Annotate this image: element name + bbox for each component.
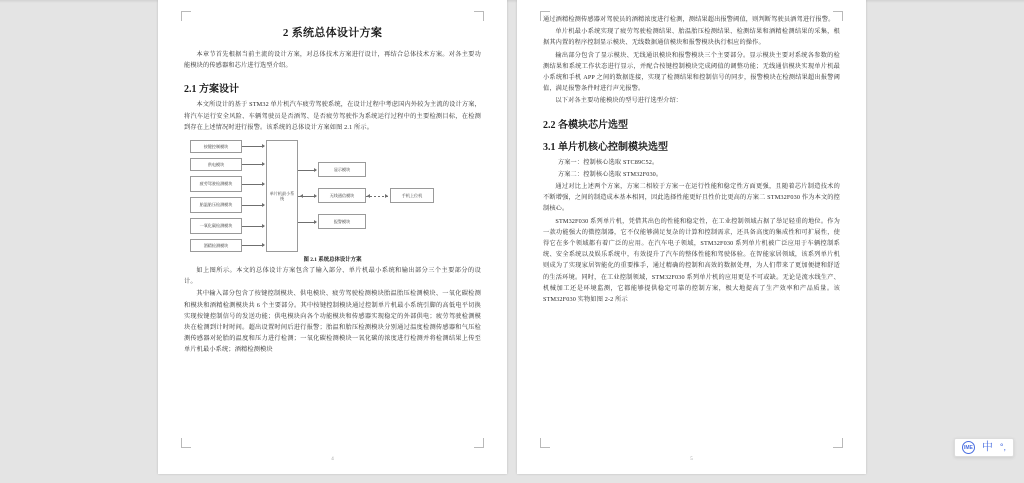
page-number-left: 4 — [331, 457, 334, 462]
connector-arrow — [262, 243, 265, 247]
diagram-box-external: 手机上位机 — [390, 188, 434, 203]
diagram-box-output-0: 显示模块 — [318, 162, 366, 177]
paragraph: 如上图所示。本文的总体设计方案包含了输入部分、单片机最小系统和输出部分三个主要部分的设计。 — [184, 267, 481, 286]
paragraph: 通过对比上述两个方案，方案二相较于方案一在运行性能和稳定性方面更强，且随着芯片制造技术的不断增强，之间的制造成本基本相同，因此选择性能更好且性价比更高的方案二 STM32F030 作为本文的控制核心。 — [543, 183, 840, 213]
connector-arrow — [314, 194, 317, 198]
page-container — [158, 0, 866, 474]
diagram-box-input-4: 一氧化碳检测模块 — [190, 218, 242, 234]
diagram-box-core: 单片机最小系统 — [266, 140, 298, 252]
connector-line — [242, 184, 264, 185]
diagram-box-input-2: 疲劳驾驶检测模块 — [190, 176, 242, 192]
connector-line — [242, 226, 264, 227]
connector-line — [242, 146, 264, 147]
section-heading-2-1: 2.1 方案设计 — [184, 84, 239, 96]
diagram-box-input-5: 酒精检测模块 — [190, 239, 242, 252]
diagram-box-input-1: 供电模块 — [190, 158, 242, 171]
paragraph: 以下对各主要功能模块的型号进行选型介绍： — [555, 97, 683, 105]
ime-logo-icon[interactable]: IME — [962, 441, 975, 454]
system-architecture-diagram — [184, 140, 481, 252]
figure-caption: 图 2.1 系统总体设计方案 — [303, 257, 362, 264]
connector-line — [242, 245, 264, 246]
page-content-right — [543, 14, 840, 440]
page-content-left — [184, 14, 481, 440]
ime-options-icon[interactable]: °, — [999, 442, 1006, 452]
option-line-1: 方案一：控制核心选取 STC89C52。 — [557, 158, 659, 166]
connector-arrow — [262, 224, 265, 228]
ime-mode-toggle[interactable]: 中 — [981, 441, 993, 453]
section-heading-3-1: 3.1 单片机核心控制模块选型 — [543, 141, 668, 153]
connector-arrow — [262, 162, 265, 166]
diagram-box-input-3: 胎温胎压检测模块 — [190, 197, 242, 213]
diagram-box-input-0: 按键控制模块 — [190, 140, 242, 153]
connector-line — [242, 205, 264, 206]
connector-arrow — [300, 194, 303, 198]
connector-arrow — [262, 182, 265, 186]
connector-arrow — [367, 194, 370, 198]
paragraph: 单片机最小系统实现了疲劳驾驶检测结果、胎温胎压检测结果、检测结果和酒精检测结果的采集，根据其内置的程序控制显示模块、无线数据通信模块和报警模块执行相应的操作。 — [543, 28, 840, 47]
paragraph: STM32F030 系列单片机，凭借其出色的性能和稳定性，在工业控制领域占据了举足轻重的地位。作为一款功能强大的微控制器，它不仅能够满足复杂的计算和控制需求，还具备高度的集成性和可扩展性，使得它在多个领域都有着广泛的应用。在汽车电子领域，STM32F030 系列单片机被广泛应用于车辆控制系统、安全系统以及娱乐系统中，有效提升了汽车的整体性能和驾驶体验。在智能家居领域，该系列单片机则成为了实现家居智能化的重要推手，通过精确的控制和高效的数据处理，为人们带来了更加便捷和舒适的生活环境。同时，在工业控制领域，STM32F030 系列单片机的应用更是不可或缺。无论是流水线生产、机械加工还是环境监测，它都能够提供稳定可靠的控制方案，极大地提高了生产效率和产品质量。该 STM32F030 实物如图 2-2 所示 — [543, 217, 840, 304]
section-heading-2-2: 2.2 各模块芯片选型 — [543, 119, 628, 131]
paragraph: 输出部分包含了显示模块、无线通讯模块和报警模块三个主要部分。显示模块主要对系统各参数的检测结果和系统工作状态进行显示，并配合按键控制模块完成阈值的调整功能；无线通信模块实现单片机最小系统和手机 APP 之间的数据连接，实现了检测结果和控制信号的同步，报警模块在检测结果超出报警阈值，满足报警条件时进行声光报警。 — [543, 51, 840, 93]
paragraph: 其中输入部分包含了按键控制模块、供电模块、疲劳驾驶检测模块胎温胎压检测模块、一氧化碳检测和模块和酒精检测模块共 6 个主要部分。其中按键控制模块通过控制单片机最小系统引脚的高低电平切换实现按键控制信号的发送功能；供电模块向各个功能模块和传感器实现稳定的外部供电；疲劳驾驶检测模块在检测到计时时间。超出设置时间后进行报警；胎温和胎压检测模块分别通过温度检测传感器和气压检测传感器对轮胎的温度和压力进行检测；一氧化碳检测模块一氧化碳的浓度进行检测并将检测结果上传至单片机最小系统；酒精检测模块 — [184, 290, 481, 354]
connector-arrow — [385, 194, 388, 198]
connector-arrow — [262, 203, 265, 207]
ime-toolbar[interactable] — [954, 438, 1014, 457]
connector-arrow — [314, 168, 317, 172]
paragraph: 通过酒精检测传感器对驾驶员的酒精浓度进行检测，测结果超出报警阈值，则判断驾驶员酒驾进行报警。 — [543, 16, 835, 23]
paragraph: 本章节首先根据当前主流的设计方案，对总体技术方案进行设计，再结合总体技术方案。对各主要功能模块的传感器和芯片进行选型介绍。 — [184, 51, 481, 70]
option-line-2: 方案二：控制核心选取 STM32F030。 — [557, 170, 663, 178]
connector-line — [242, 164, 264, 165]
document-page-left[interactable] — [158, 0, 507, 474]
connector-arrow — [262, 144, 265, 148]
page-number-right: 5 — [690, 457, 693, 462]
figure-block — [184, 140, 481, 263]
document-page-right[interactable] — [517, 0, 866, 474]
diagram-box-output-1: 无线通信模块 — [318, 188, 366, 203]
diagram-box-output-2: 报警模块 — [318, 214, 366, 229]
paragraph: 本文所设计的基于 STM32 单片机汽车疲劳驾驶系统，在设计过程中考虑国内外较为主流的设计方案，将汽车运行安全风险、车辆驾驶员是否酒驾、是否疲劳驾驶作为系统运行过程中的主要检测目标，在检测到存在上述情况时进行报警。该系统的总体设计方案如图 2.1 所示。 — [184, 101, 481, 131]
connector-arrow — [314, 220, 317, 224]
chapter-heading: 2 系统总体设计方案 — [282, 27, 383, 39]
